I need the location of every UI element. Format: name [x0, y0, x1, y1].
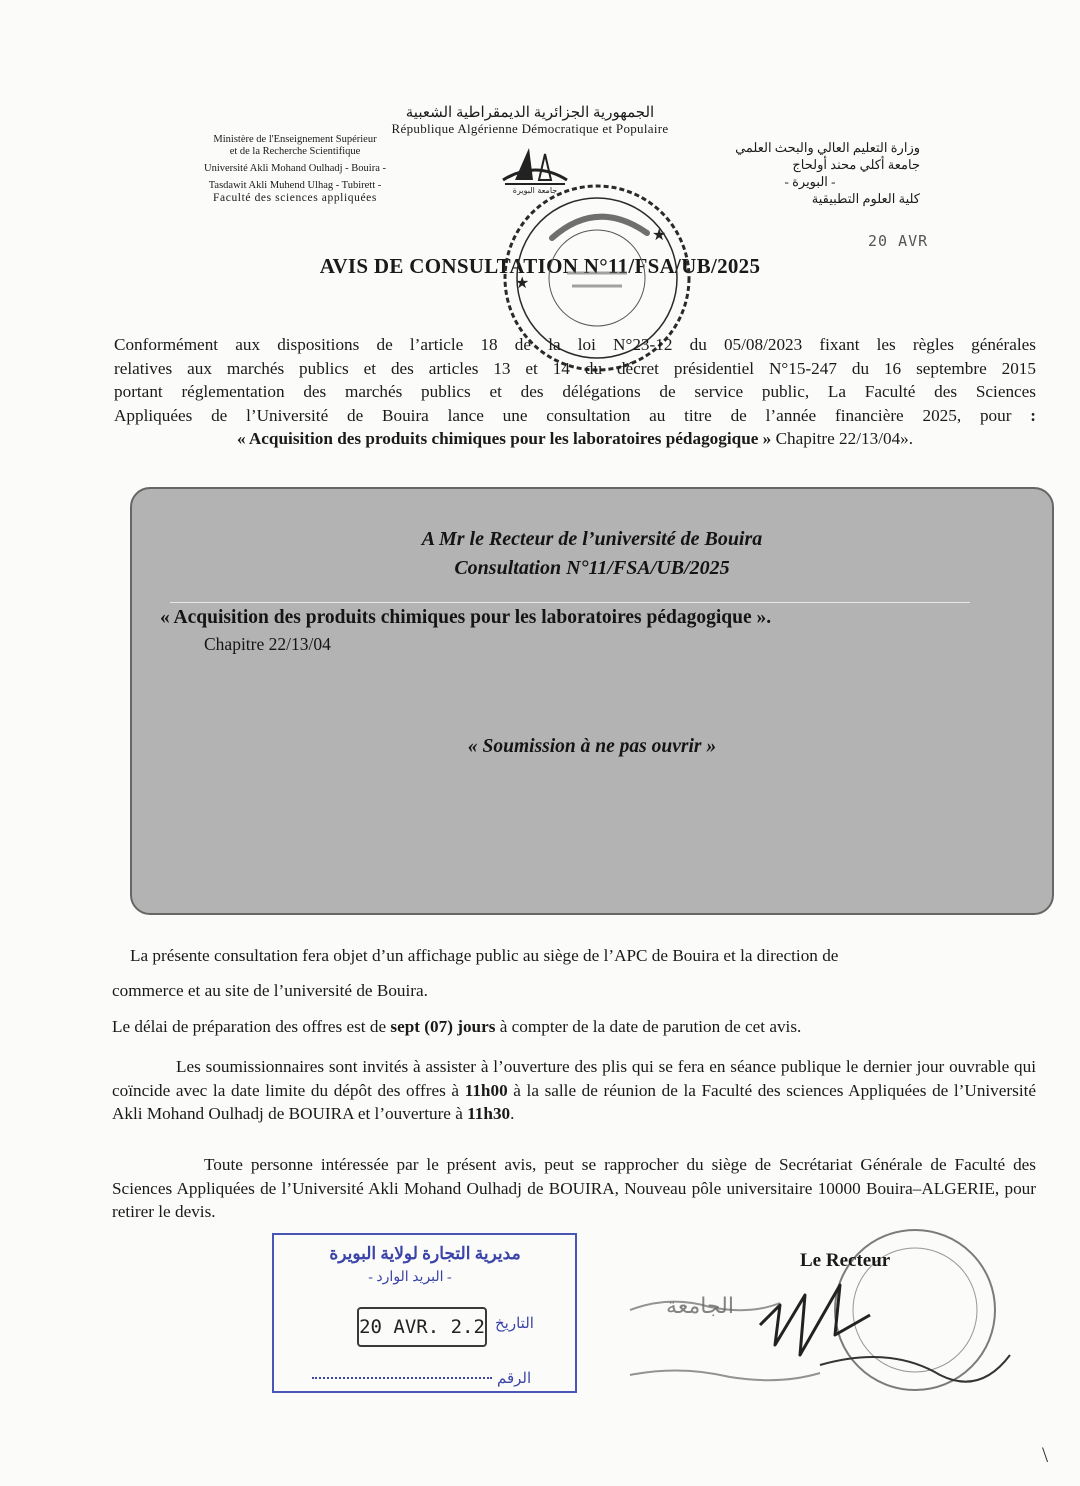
received-stamp-number-line	[312, 1367, 492, 1379]
ouverture-text-pre: Les soumissionnaires sont invités à assister à l’ouverture des plis qui se fera en séance publique le dernier jour ouvrable qui coïncide avec la date limite du dépôt des offres à	[112, 1057, 1036, 1100]
header-left-block	[140, 134, 450, 204]
intro-objet-chapitre: Chapitre 22/13/04».	[771, 429, 914, 448]
received-stamp-date-label: التاريخ	[495, 1316, 534, 1332]
header-right-line: وزارة التعليم العالي والبحث العلمي	[735, 140, 920, 155]
header-french-republic: République Algérienne Démocratique et Populaire	[391, 121, 669, 136]
ouverture-text-mid: à la salle de réunion de la Faculté des sciences Appliquées de l’Université Akli Mohand Oulhadj de BOUIRA et l’ouverture à	[112, 1080, 1036, 1123]
header-right-line: جامعة أكلي محند أولحاج	[792, 157, 920, 172]
header-arabic-republic: الجمهورية الجزائرية الديمقراطية الشعبية	[405, 105, 655, 121]
document-title: AVIS DE CONSULTATION N°11/FSA/UB/2025	[319, 254, 761, 278]
intro-line: portant réglementation des marchés publics et des délégations de service public, La Faculté des Sciences	[114, 382, 1036, 401]
intro-line: relatives aux marchés publics et des articles 13 et 14 du décret présidentiel N°15-247 du 16 septembre 2015	[114, 358, 1036, 378]
logo-caption: جامعة البويرة	[512, 186, 558, 195]
svg-text:★: ★	[652, 225, 667, 244]
contact-text: Toute personne intéressée par le présent avis, peut se rapprocher du siège de Secrétariat Générale de Faculté des Sciences Appliquées de l’Université Akli Mohand Oulhadj de BOUIRA, Nouveau pôle universitaire 10000 Bouira–ALGERIE, pour retirer le devis.	[112, 1155, 1036, 1221]
ouverture-time-plis: 11h30	[467, 1104, 511, 1123]
header-left-line: et de la Recherche Scientifique	[229, 146, 361, 157]
header-right-block	[700, 139, 920, 207]
signature-handwritten-text: الجامعة	[666, 1294, 734, 1319]
intro-objet	[114, 429, 1036, 449]
header-left-line: Tasdawit Akli Muhend Ulhag - Tubirett -	[208, 180, 382, 191]
body-paragraph-ouverture	[112, 1055, 1036, 1126]
received-stamp-direction: مديرية التجارة لولاية البويرة	[329, 1244, 521, 1263]
envelope-consultation-number: Consultation N°11/FSA/UB/2025	[454, 557, 730, 579]
delai-text-post: à compter de la date de parution de cet avis.	[495, 1017, 802, 1036]
intro-last-line-text: Appliquées de l’Université de Bouira lance une consultation au titre de l’année financière 2025, pour	[114, 405, 1012, 425]
header-left-line: Ministère de l'Enseignement Supérieur	[213, 134, 377, 145]
received-stamp-number-label: الرقم	[497, 1371, 532, 1387]
intro-colon: :	[1030, 405, 1037, 425]
signatory-title: Le Recteur	[800, 1250, 891, 1271]
envelope-addressee: A Mr le Recteur de l’université de Bouira	[421, 528, 763, 550]
body-paragraph-affichage-line1: La présente consultation fera objet d’un affichage public au siège de l’APC de Bouira et la direction de	[130, 946, 839, 965]
envelope-divider	[170, 602, 970, 603]
header-left-faculty: Faculté des sciences appliquées	[213, 192, 377, 204]
header-right-line: كلية العلوم التطبيقية	[811, 191, 920, 206]
received-stamp-courrier: - البريد الوارد -	[368, 1270, 452, 1285]
envelope-model-box	[130, 487, 1054, 915]
delai-duration: sept (07) jours	[390, 1017, 496, 1036]
intro-paragraph	[114, 333, 1036, 427]
intro-last-line	[114, 404, 1036, 428]
envelope-do-not-open: « Soumission à ne pas ouvrir »	[467, 736, 717, 757]
intro-objet-bold: « Acquisition des produits chimiques pour les laboratoires pédagogique »	[236, 429, 772, 448]
body-paragraph-affichage-line2: commerce et au site de l’université de Bouira.	[112, 981, 428, 1000]
ouverture-text-end: .	[510, 1104, 515, 1123]
delai-text-pre: Le délai de préparation des offres est de	[112, 1017, 391, 1036]
received-stamp-date: 20 AVR. 2.2	[359, 1316, 485, 1338]
body-paragraph-contact	[112, 1153, 1036, 1224]
envelope-chapitre: Chapitre 22/13/04	[204, 634, 331, 654]
header-right-line: - البويرة -	[784, 174, 836, 189]
corner-mark: \	[1042, 1442, 1049, 1467]
svg-text:★: ★	[515, 273, 530, 292]
body-paragraph-delai	[112, 1015, 801, 1039]
top-date-stamp: 20 AVR	[868, 232, 929, 250]
ouverture-time-depot: 11h00	[464, 1080, 508, 1100]
envelope-objet: « Acquisition des produits chimiques pour les laboratoires pédagogique ».	[160, 607, 772, 628]
header-left-line: Université Akli Mohand Oulhadj - Bouira -	[204, 163, 386, 174]
intro-line: Conformément aux dispositions de l’article 18 de la loi N°23-12 du 05/08/2023 fixant les règles générales	[114, 335, 1036, 354]
